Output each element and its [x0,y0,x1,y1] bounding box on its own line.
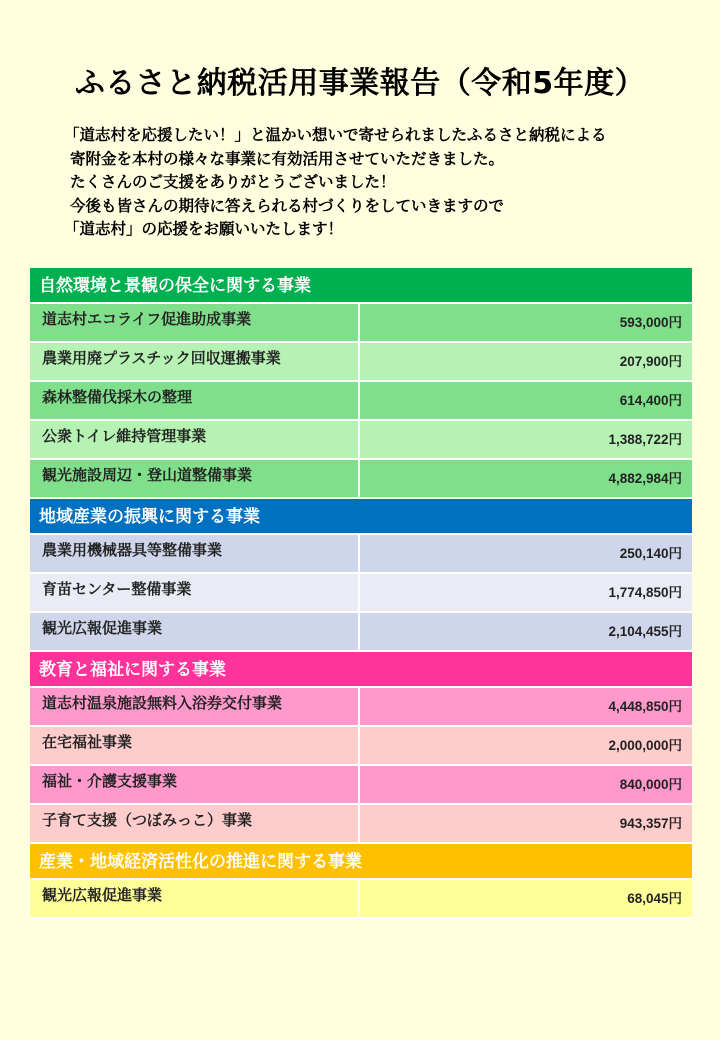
table-row [30,535,692,574]
project-name: 農業用機械器具等整備事業 [30,535,360,572]
intro-text [64,124,694,242]
project-name: 公衆トイレ維持管理事業 [30,421,360,458]
project-name: 農業用廃プラスチック回収運搬事業 [30,343,360,380]
project-amount: 593,000円 [619,315,682,330]
table-row [30,460,692,499]
intro-line: 「道志村を応援したい！」と温かい想いで寄せられましたふるさと納税による [64,126,607,144]
project-amount: 4,448,850円 [608,699,682,714]
table-row [30,766,692,805]
project-amount: 1,388,722円 [608,432,682,447]
section-block [30,844,692,919]
section-heading: 産業・地域経済活性化の推進に関する事業 [30,844,692,880]
project-amount: 2,000,000円 [608,738,682,753]
project-name: 在宅福祉事業 [30,727,360,764]
project-name: 観光施設周辺・登山道整備事業 [30,460,360,497]
table-row [30,574,692,613]
table-row [30,727,692,766]
table-row [30,421,692,460]
table-row [30,880,692,919]
intro-line: 寄附金を本村の様々な事業に有効活用させていただきました。 [70,149,505,168]
intro-line: 今後も皆さんの期待に答えられる村づくりをしていきますので [70,196,505,215]
section-block [30,268,692,499]
table-row [30,688,692,727]
table-row [30,613,692,652]
intro-line: 「道志村」の応援をお願いいたします！ [64,220,344,238]
project-name: 子育て支援（つぼみっこ）事業 [30,805,360,842]
section-heading: 教育と福祉に関する事業 [30,652,692,688]
project-amount: 943,357円 [619,816,682,831]
table-row [30,304,692,343]
project-amount: 840,000円 [619,777,682,792]
project-amount: 250,140円 [619,546,682,561]
project-amount: 2,104,455円 [608,624,682,639]
section-block [30,652,692,844]
section-heading: 自然環境と景観の保全に関する事業 [30,268,692,304]
project-name: 福祉・介護支援事業 [30,766,360,803]
project-amount: 614,400円 [619,393,682,408]
project-name: 育苗センター整備事業 [30,574,360,611]
project-amount: 4,882,984円 [608,471,682,486]
project-name: 森林整備伐採木の整理 [30,382,360,419]
project-name: 道志村エコライフ促進助成事業 [30,304,360,341]
table-row [30,382,692,421]
section-heading: 地域産業の振興に関する事業 [30,499,692,535]
project-amount: 68,045円 [627,891,682,906]
page-title: ふるさと納税活用事業報告（令和5年度） [74,66,646,101]
project-amount: 1,774,850円 [608,585,682,600]
report-table [30,268,692,919]
project-name: 道志村温泉施設無料入浴券交付事業 [30,688,360,725]
project-name: 観光広報促進事業 [30,880,360,917]
intro-line: たくさんのご支援をありがとうございました！ [70,173,396,191]
table-row [30,343,692,382]
table-row [30,805,692,844]
project-name: 観光広報促進事業 [30,613,360,650]
section-block [30,499,692,652]
project-amount: 207,900円 [619,354,682,369]
